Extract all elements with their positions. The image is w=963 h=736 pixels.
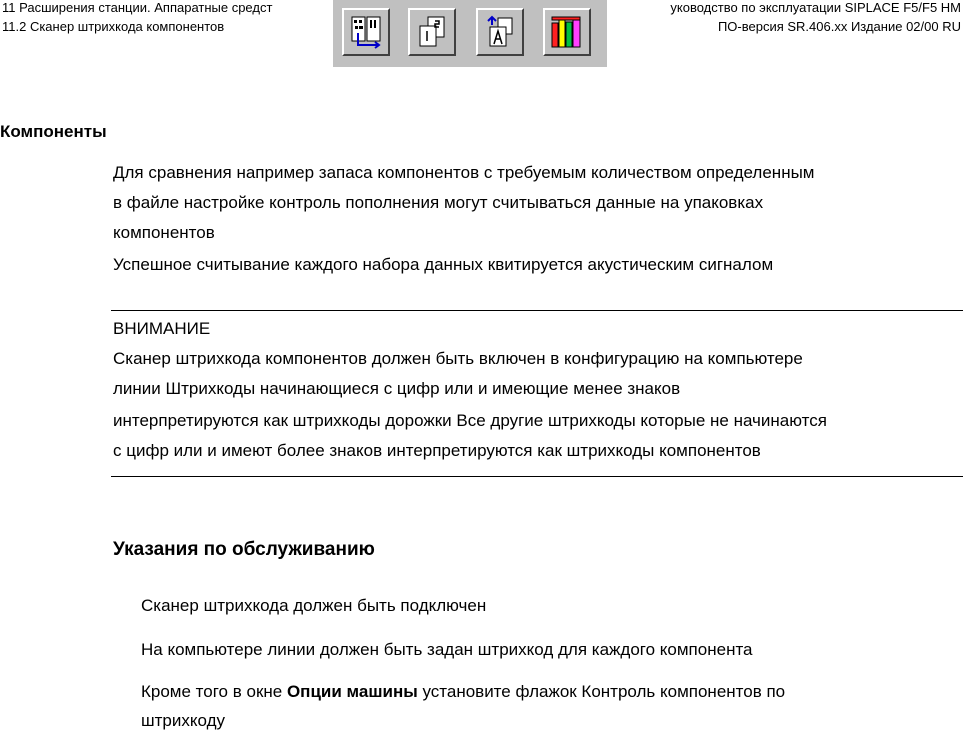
section-title: Компоненты [0,122,107,141]
instruction-item-3 [141,677,785,707]
header-manual: уководство по эксплуатации SIPLACE F5/F5 HM [670,0,961,15]
warning-line-2: линии Штрихкоды начинающиеся с цифр или и имеющие менее знаков [113,379,681,398]
confirm-text: Успешное считывание каждого набора данных квитируется акустическим сигналом [113,255,774,274]
warning-line-3: интерпретируются как штрихкоды дорожки Все другие штрихкоды которые не начинаются [113,411,827,430]
instruction-item-3-post: установите флажок Контроль компонентов по [417,682,786,701]
intro-line-1: Для сравнения например запаса компонентов с требуемым количеством определенным [113,163,815,182]
instructions-title: Указания по обслуживанию [113,539,375,560]
header-section: 11.2 Сканер штрихкода компонентов [2,19,225,34]
pages-icon [414,14,450,50]
contents-icon [348,14,384,50]
warning-line-1: Сканер штрихкода компонентов должен быть включен в конфигурацию на компьютере [113,349,803,368]
warning-top-rule [111,310,963,311]
instruction-item-1: Сканер штрихкода должен быть подключен [141,596,487,615]
books-button[interactable] [543,8,591,56]
warning-title: ВНИМАНИЕ [113,319,211,338]
instruction-item-2: На компьютере линии должен быть задан штрихкод для каждого компонента [141,640,753,659]
contents-button[interactable] [342,8,390,56]
instruction-item-3-pre: Кроме того в окне [141,682,287,701]
intro-line-2: в файле настройке контроль пополнения могут считываться данные на упаковках [113,193,764,212]
back-page-icon [482,14,518,50]
navigation-toolbar [333,0,607,67]
warning-bottom-rule [111,476,963,477]
pages-button[interactable] [408,8,456,56]
header-chapter: 11 Расширения станции. Аппаратные средст [2,0,273,15]
back-page-button[interactable] [476,8,524,56]
machine-options-label: Опции машины [286,682,418,701]
header-version: ПО-версия SR.406.xx Издание 02/00 RU [717,19,961,34]
intro-line-3: компонентов [113,223,215,242]
warning-line-4: с цифр или и имеют более знаков интерпретируются как штрихкоды компонентов [113,441,761,460]
books-icon [549,14,585,50]
instruction-item-3-cont: штрихкоду [141,711,226,730]
